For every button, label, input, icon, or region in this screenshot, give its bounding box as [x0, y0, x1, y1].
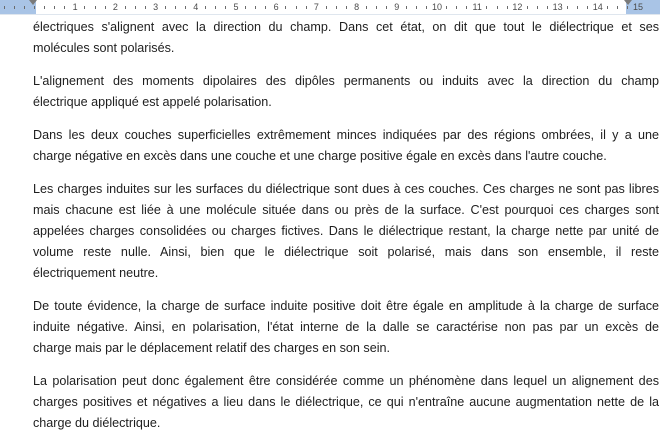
ruler-number: 4 — [193, 2, 199, 12]
paragraph[interactable] — [33, 179, 659, 284]
ruler-tick — [386, 6, 387, 9]
ruler-tick — [336, 6, 337, 9]
ruler-number: 8 — [354, 2, 360, 12]
paragraph[interactable] — [33, 371, 659, 434]
ruler-number: 2 — [112, 2, 118, 12]
ruler-tick — [165, 6, 166, 9]
ruler-tick — [587, 6, 588, 9]
ruler-tick — [507, 6, 508, 9]
ruler-tick — [346, 6, 347, 9]
ruler-tick — [84, 6, 85, 9]
ruler-tick — [567, 6, 568, 9]
horizontal-ruler[interactable] — [0, 0, 660, 15]
ruler-tick — [466, 6, 467, 9]
ruler-number: 12 — [512, 2, 523, 12]
ruler-tick — [537, 6, 538, 9]
right-indent-marker[interactable] — [624, 0, 632, 5]
ruler-number: 15 — [632, 2, 644, 12]
ruler-tick — [95, 6, 96, 9]
ruler-tick — [215, 6, 216, 9]
ruler-tick — [265, 6, 266, 9]
paragraph-line: volume reste nulle. Ainsi, bien que le diélectrique soit polarisé, mais dans son ensemble, il reste — [33, 245, 659, 259]
ruler-tick — [416, 6, 417, 9]
paragraph-line: molécules sont polarisés. — [33, 41, 175, 55]
paragraph-line: électriques s'alignent avec la direction du champ. Dans cet état, on dit que tout le diélectrique et ses — [33, 20, 659, 34]
paragraph-line: électriquement neutre. — [33, 266, 159, 280]
ruler-tick — [34, 6, 35, 9]
document-body[interactable] — [33, 17, 659, 440]
ruler-tick — [426, 6, 427, 9]
paragraph-line: appelées charges consolidées ou charges fictives. Dans le diélectrique restant, la charge nette par unité de — [33, 224, 659, 238]
paragraph[interactable] — [33, 17, 659, 59]
paragraph-line: mais chacune est liée à une molécule située dans ou près de la surface. C'est pourquoi ces charges sont — [33, 203, 659, 217]
ruler-tick — [497, 6, 498, 9]
ruler-tick — [54, 6, 55, 9]
ruler-tick — [125, 6, 126, 9]
ruler-number: 3 — [153, 2, 159, 12]
paragraph-line: Les charges induites sur les surfaces du diélectrique sont dues à ces couches. Ces charges ne sont pas libres — [33, 182, 659, 196]
ruler-tick — [135, 6, 136, 9]
ruler-tick — [446, 6, 447, 9]
ruler-number: 10 — [431, 2, 443, 12]
ruler-number: 14 — [592, 2, 603, 12]
paragraph-line: L'alignement des moments dipolaires des dipôles permanents ou induits avec la direction du champ — [33, 74, 659, 88]
ruler-tick — [64, 6, 65, 9]
ruler-tick — [326, 6, 327, 9]
document-page[interactable] — [0, 15, 660, 440]
ruler-tick — [376, 6, 377, 9]
paragraph-line: La polarisation peut donc également être considérée comme un phénomène dans lequel un alignement des — [33, 374, 659, 388]
paragraph-line: charge du diélectrique. — [33, 416, 161, 430]
ruler-number: 5 — [233, 2, 239, 12]
ruler-tick — [285, 6, 286, 9]
paragraph-line: charge négative en excès dans une couche et une charge positive égale en excès dans l'autre couche. — [33, 149, 607, 163]
ruler-number: 6 — [273, 2, 279, 12]
paragraph-line: charges positives et négatives a lieu dans le diélectrique, ce qui n'entraîne aucune augmentation nette de la — [33, 395, 659, 409]
ruler-tick — [486, 6, 487, 9]
paragraph-line: induite négative. Ainsi, en polarisation, l'état interne de la dalle se caractérise non pas par un excès de — [33, 320, 659, 334]
ruler-tick — [14, 6, 15, 9]
ruler-tick — [456, 6, 457, 9]
ruler-number: 7 — [313, 2, 319, 12]
ruler-tick — [306, 6, 307, 9]
ruler-tick — [44, 6, 45, 9]
paragraph-line: électrique appliqué est appelé polarisation. — [33, 95, 272, 109]
ruler-number: 11 — [472, 2, 482, 12]
ruler-tick — [4, 6, 5, 9]
paragraph[interactable] — [33, 125, 659, 167]
left-indent-marker[interactable] — [29, 0, 37, 5]
ruler-tick — [175, 6, 176, 9]
ruler-tick — [296, 6, 297, 9]
ruler-tick — [245, 6, 246, 9]
ruler-tick — [527, 6, 528, 9]
ruler-tick — [225, 6, 226, 9]
ruler-number: 9 — [394, 2, 400, 12]
ruler-tick — [547, 6, 548, 9]
ruler-tick — [205, 6, 206, 9]
ruler-number: 13 — [552, 2, 563, 12]
paragraph-line: charge mais par le déplacement relatif des charges en son sein. — [33, 341, 391, 355]
ruler-tick — [627, 6, 628, 9]
ruler-tick — [577, 6, 578, 9]
paragraph[interactable] — [33, 71, 659, 113]
ruler-tick — [24, 6, 25, 9]
paragraph[interactable] — [33, 296, 659, 359]
ruler-tick — [406, 6, 407, 9]
ruler-tick — [617, 6, 618, 9]
ruler-tick — [607, 6, 608, 9]
ruler-tick — [366, 6, 367, 9]
ruler-tick — [185, 6, 186, 9]
paragraph-line: De toute évidence, la charge de surface induite positive doit être égale en amplitude à la charge de surface — [33, 299, 659, 313]
ruler-number: 1 — [72, 2, 78, 12]
ruler-tick — [255, 6, 256, 9]
ruler-tick — [105, 6, 106, 9]
ruler-tick — [145, 6, 146, 9]
paragraph-line: Dans les deux couches superficielles extrêmement minces indiquées par des régions ombrées, il y a une — [33, 128, 659, 142]
